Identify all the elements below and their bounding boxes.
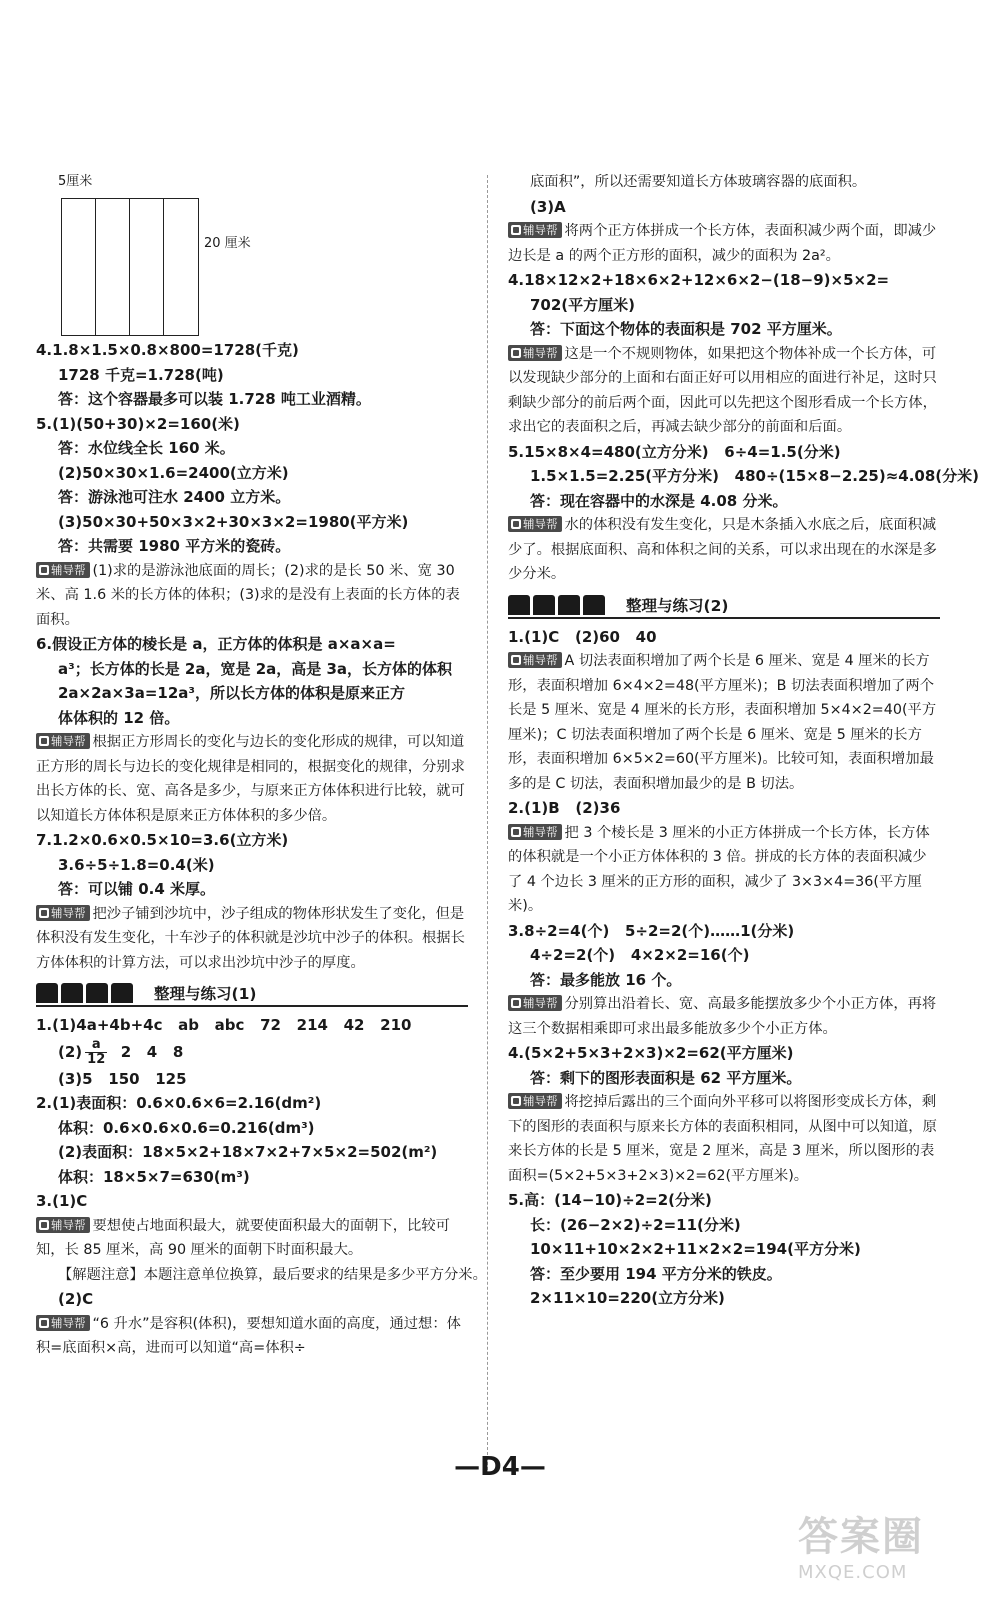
tutor-tag: 辅导帮: [508, 1093, 562, 1109]
answer-line: 2a×2a×3a=12a³，所以长方体的体积是原来正方: [58, 684, 405, 702]
answer-line: 底面积”，所以还需要知道长方体玻璃容器的底面积。: [530, 174, 867, 190]
answer-line: 答：下面这个物体的表面积是 702 平方厘米。: [530, 320, 842, 338]
tutor-note: 辅导帮 分别算出沿着长、宽、高最多能摆放多少个小正方体，再将这三个数据相乘即可求出最多能放多少个小正方体。: [508, 996, 937, 1037]
column-divider: [487, 175, 488, 1475]
answer-line: 2.(1)表面积：0.6×0.6×6=2.16(dm²): [36, 1094, 322, 1112]
figure-top-label: 5厘米: [58, 174, 93, 189]
section-title: 整理与练习(2): [626, 596, 729, 615]
section-heading: [36, 981, 468, 1009]
answer-line: 3.8÷2=4(个) 5÷2=2(个)……1(分米): [508, 921, 795, 940]
tutor-note: 辅导帮 (1)求的是游泳池底面的周长；(2)求的是长 50 米、宽 30 米、高 1.6 米的长方体的体积；(3)求的是没有上表面的长方体的表面积。: [36, 562, 460, 628]
tutor-tag: 辅导帮: [36, 905, 90, 921]
tutor-note: 辅导帮 水的体积没有发生变化，只是木条插入水底之后，底面积减少了。根据底面积、高和体积之间的关系，可以求出现在的水深是多少分米。: [508, 517, 937, 582]
tutor-icon: [511, 519, 521, 529]
answer-line: 5.高：(14−10)÷2=2(分米): [508, 1191, 712, 1209]
tutor-tag: 辅导帮: [508, 995, 562, 1011]
tutor-icon: [39, 736, 49, 746]
answer-line: 3.(1)C: [36, 1192, 88, 1210]
tutor-icon: [511, 1096, 521, 1106]
answer-line: 答：最多能放 16 个。: [530, 970, 682, 989]
answer-line: (2)50×30×1.6=2400(立方米): [58, 463, 289, 482]
tutor-icon: [511, 655, 521, 665]
answer-line: 2.(1)B (2)36: [508, 799, 621, 817]
tutor-icon: [511, 348, 521, 358]
tutor-icon: [511, 225, 521, 235]
tutor-tag: 辅导帮: [36, 1217, 90, 1233]
answer-line: 答：游泳池可注水 2400 立方米。: [58, 488, 291, 506]
tutor-icon: [39, 1318, 49, 1328]
answer-line: 1.(1)C (2)60 40: [508, 627, 657, 646]
section-title: 整理与练习(1): [154, 985, 257, 1003]
answer-line: 长：(26−2×2)÷2=11(分米): [530, 1215, 741, 1234]
tutor-tag: 辅导帮: [508, 824, 562, 840]
answer-line: 1728 千克=1.728(吨): [58, 365, 224, 384]
figure-rectangle: [61, 198, 199, 336]
tutor-tag: 辅导帮: [36, 562, 90, 578]
tutor-tag: 辅导帮: [36, 1315, 90, 1331]
answer-line: 4÷2=2(个) 4×2×2=16(个): [530, 946, 750, 964]
answer-line: 答：剩下的图形表面积是 62 平方厘米。: [530, 1068, 802, 1087]
answer-line: 答：这个容器最多可以装 1.728 吨工业酒精。: [58, 390, 371, 408]
answer-line: 1.(1)4a+4b+4c ab abc 72 214 42 210: [36, 1016, 412, 1034]
answer-line: (2)C: [58, 1290, 94, 1308]
tutor-tag: 辅导帮: [508, 652, 562, 668]
answer-line: 答：可以铺 0.4 米厚。: [58, 880, 216, 898]
tutor-note: 辅导帮 把 3 个棱长是 3 厘米的小正方体拼成一个长方体，长方体的体积就是一个小正方体体积的 3 倍。拼成的长方体的表面积减少了 4 个边长 3 厘米的正方形的面积，减少了 3×3×4=36(平方厘米)。: [508, 824, 930, 914]
answer-line: 体体积的 12 倍。: [58, 708, 180, 727]
left-column: [36, 170, 487, 1361]
rectangle-figure: [36, 170, 468, 338]
tutor-tag: 辅导帮: [508, 516, 562, 532]
answer-line: 7.1.2×0.6×0.5×10=3.6(立方米): [36, 831, 289, 849]
answer-line: 2×11×10=220(立方分米): [530, 1289, 725, 1307]
answer-line: 【解题注意】本题注意单位换算，最后要求的结果是多少平方分米。: [58, 1266, 487, 1283]
tutor-note: 辅导帮 把沙子铺到沙坑中，沙子组成的物体形状发生了变化，但是体积没有发生变化，十车沙子的体积就是沙坑中沙子的体积。根据长方体体积的计算方法，可以求出沙坑中沙子的厚度。: [36, 905, 465, 971]
answer-line: a³；长方体的长是 2a，宽是 2a，高是 3a，长方体的体积: [58, 659, 453, 678]
answer-line: 答：至少要用 194 平方分米的铁皮。: [530, 1264, 782, 1283]
tutor-icon: [39, 565, 49, 575]
tutor-note: 辅导帮 “6 升水”是容积(体积)，要想知道水面的高度，通过想：体积=底面积×高，进而可以知道“高=体积÷: [36, 1315, 461, 1356]
tutor-note: 辅导帮 A 切法表面积增加了两个长是 6 厘米、宽是 4 厘米的长方形，表面积增加 6×4×2=48(平方厘米)；B 切法表面积增加了两个长是 5 厘米、宽是 4 厘米的长方形，表面积增加 5×4×2=40(平方厘米)；C 切法表面积增加了两个长是 6 厘米、宽是 5 厘米的长方形，表面积增加 6×5×2=60(平方厘米)。比较可知，表面积增加最多的是 C 切法，表面积增加最少的是 B 切法。: [508, 653, 937, 792]
answer-line: 6.假设正方体的棱长是 a，正方体的体积是 a×a×a=: [36, 635, 396, 653]
tutor-tag: 辅导帮: [36, 733, 90, 749]
answer-line: 答：现在容器中的水深是 4.08 分米。: [530, 491, 788, 510]
answer-line: (3)A: [530, 197, 566, 216]
answer-line: 1.5×1.5=2.25(平方分米) 480÷(15×8−2.25)≈4.08(分米): [530, 467, 980, 485]
watermark-logo: 答案圈 MXQE.COM: [798, 1514, 924, 1583]
figure-side-label: 20 厘米: [204, 236, 251, 251]
tutor-note: 辅导帮 根据正方形周长的变化与边长的变化形成的规律，可以知道正方形的周长与边长的变化规律是相同的，根据变化的规律，分别求出长方体的长、宽、高各是多少，与原来正方体体积进行比较，就可以知道长方体体积是原来正方体体积的多少倍。: [36, 734, 465, 824]
tutor-icon: [39, 908, 49, 918]
answer-line: (2) $\frac{a}{12}$ 2 4 8: [58, 1036, 184, 1067]
answer-line: 5.(1)(50+30)×2=160(米): [36, 414, 240, 433]
answer-line: (3)50×30+50×3×2+30×3×2=1980(平方米): [58, 512, 409, 531]
right-column: [508, 170, 980, 1311]
tutor-note: 辅导帮 这是一个不规则物体，如果把这个物体补成一个长方体，可以发现缺少部分的上面和右面正好可以用相应的面进行补足，这时只剩缺少部分的前后两个面，因此可以先把这个图形看成一个长方体，求出它的表面积之后，再减去缺少部分的前面和后面。: [508, 345, 937, 435]
answer-line: 4.1.8×1.5×0.8×800=1728(千克): [36, 341, 299, 359]
tutor-icon: [511, 998, 521, 1008]
answer-line: 答：共需要 1980 平方米的瓷砖。: [58, 537, 291, 555]
answer-line: (3)5 150 125: [58, 1069, 187, 1088]
answer-line: 答：水位线全长 160 米。: [58, 439, 235, 457]
page-number: —D4—: [454, 1452, 546, 1482]
answer-line: 10×11+10×2×2+11×2×2=194(平方分米): [530, 1240, 861, 1258]
answer-line: (2)表面积：18×5×2+18×7×2+7×5×2=502(m²): [58, 1143, 438, 1161]
tutor-icon: [39, 1220, 49, 1230]
answer-line: 4.18×12×2+18×6×2+12×6×2−(18−9)×5×2=: [508, 271, 890, 289]
right-answers: [508, 170, 980, 1311]
tutor-tag: 辅导帮: [508, 345, 562, 361]
answer-line: 5.15×8×4=480(立方分米) 6÷4=1.5(分米): [508, 442, 841, 461]
tutor-note: 辅导帮 要想使占地面积最大，就要使面积最大的面朝下，比较可知，长 85 厘米，高 90 厘米的面朝下时面积最大。: [36, 1217, 450, 1258]
tutor-icon: [511, 827, 521, 837]
tutor-tag: 辅导帮: [508, 222, 562, 238]
answer-line: 4.(5×2+5×3+2×3)×2=62(平方厘米): [508, 1044, 794, 1062]
answer-line: 702(平方厘米): [530, 295, 636, 314]
section-heading: [508, 593, 940, 621]
tutor-note: 辅导帮 将挖掉后露出的三个面向外平移可以将图形变成长方体，剩下的图形的表面积与原来长方体的表面积相同，从图中可以知道，原来长方体的长是 5 厘米，宽是 2 厘米，高是 3 厘米，所以图形的表面积=(5×2+5×3+2×3)×2=62(平方厘米)。: [508, 1094, 937, 1184]
tutor-note: 辅导帮 将两个正方体拼成一个长方体，表面积减少两个面，即减少边长是 a 的两个正方形的面积，减少的面积为 2a²。: [508, 223, 937, 264]
answer-line: 体积：0.6×0.6×0.6=0.216(dm³): [58, 1118, 315, 1137]
answer-line: 3.6÷5÷1.8=0.4(米): [58, 855, 215, 874]
answer-line: 体积：18×5×7=630(m³): [58, 1167, 250, 1186]
left-answers: [36, 338, 487, 1361]
